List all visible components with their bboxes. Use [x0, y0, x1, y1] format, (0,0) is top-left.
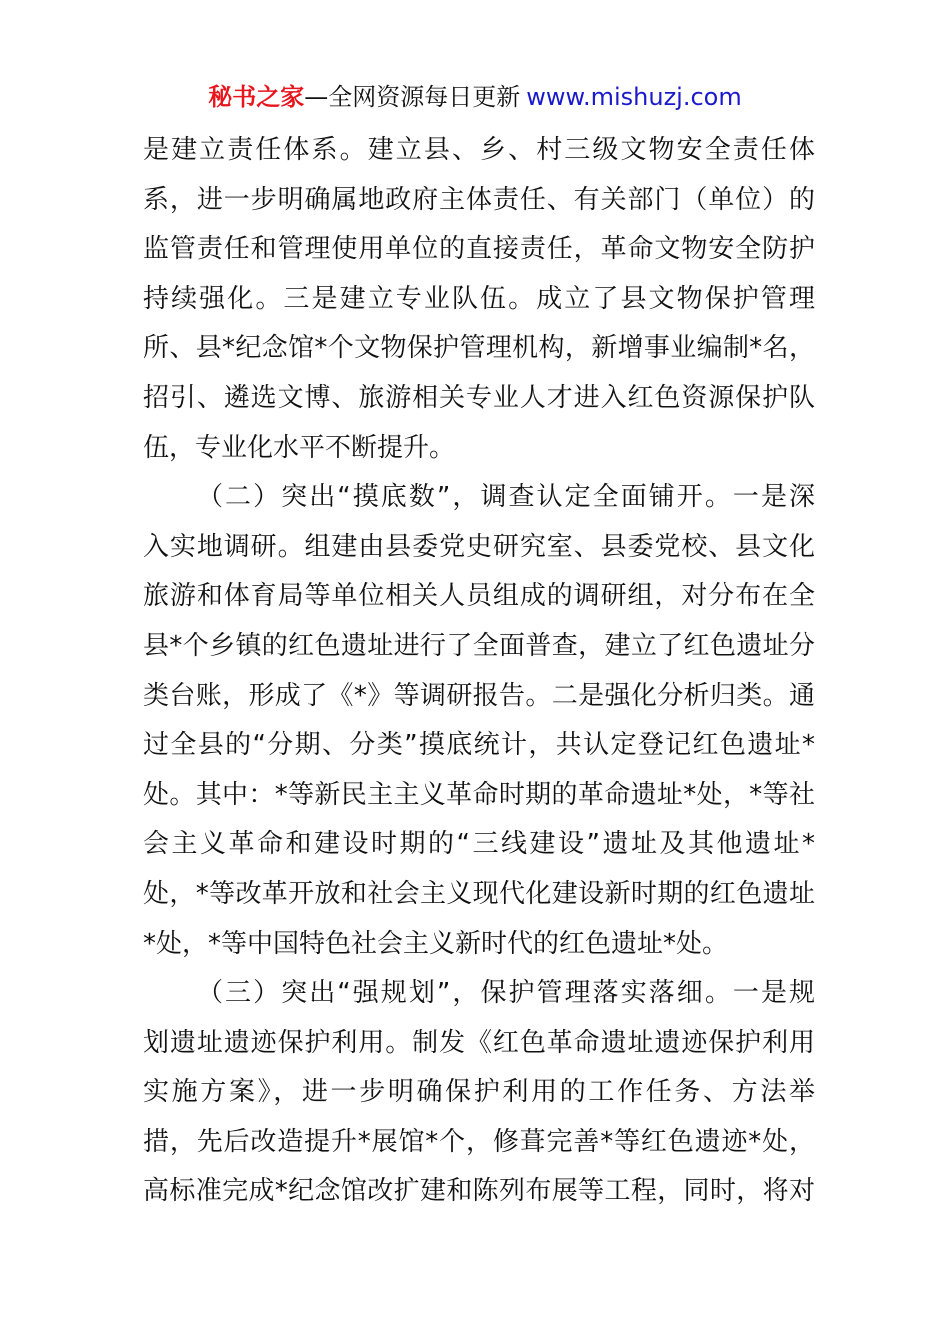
- text-line: 系，进一步明确属地政府主体责任、有关部门（单位）的: [143, 184, 815, 215]
- text-line: 处，*等改革开放和社会主义现代化建设新时期的红色遗址: [143, 878, 815, 909]
- text-line: *处，*等中国特色社会主义新时代的红色遗址*处。: [143, 928, 729, 959]
- text-line: 会主义革命和建设时期的“三线建设”遗址及其他遗址*: [143, 829, 815, 860]
- text-line: 高标准完成*纪念馆改扩建和陈列布展等工程，同时，将对: [143, 1176, 815, 1207]
- text-line: 监管责任和管理使用单位的直接责任，革命文物安全防护: [143, 234, 815, 265]
- site-brand: 秘书之家: [208, 83, 305, 111]
- text-line: 伍，专业化水平不断提升。: [143, 432, 456, 463]
- site-header: [0, 80, 950, 114]
- text-line: 持续强化。三是建立专业队伍。成立了县文物保护管理: [143, 283, 815, 314]
- text-line: 旅游和体育局等单位相关人员组成的调研组，对分布在全: [143, 581, 815, 612]
- text-line: 实施方案》，进一步明确保护利用的工作任务、方法举: [143, 1077, 815, 1108]
- text-line: 招引、遴选文博、旅游相关专业人才进入红色资源保护队: [143, 382, 815, 413]
- text-line: （二）突出“摸底数”，调查认定全面铺开。一是深: [197, 482, 815, 513]
- text-line: 过全县的“分期、分类”摸底统计，共认定登记红色遗址*: [143, 730, 815, 761]
- text-line: 是建立责任体系。建立县、乡、村三级文物安全责任体: [143, 135, 815, 165]
- text-line: 类台账，形成了《*》等调研报告。二是强化分析归类。通: [143, 680, 815, 711]
- text-line: 划遗址遗迹保护利用。制发《红色革命遗址遗迹保护利用: [143, 1027, 815, 1058]
- text-line: （三）突出“强规划”，保护管理落实落细。一是规: [197, 978, 815, 1009]
- text-line: 措，先后改造提升*展馆*个，修葺完善*等红色遗迹*处，: [143, 1126, 815, 1157]
- site-tagline: —全网资源每日更新: [304, 83, 521, 111]
- text-line: 入实地调研。组建由县委党史研究室、县委党校、县文化: [143, 531, 815, 562]
- text-line: 所、县*纪念馆*个文物保护管理机构，新增事业编制*名，: [143, 333, 815, 364]
- site-url-link[interactable]: www.mishuzj.com: [526, 83, 742, 111]
- text-line: 县*个乡镇的红色遗址进行了全面普查，建立了红色遗址分: [143, 630, 815, 661]
- text-line: 处。其中：*等新民主主义革命时期的革命遗址*处，*等社: [143, 779, 815, 810]
- document-body: [143, 126, 815, 1217]
